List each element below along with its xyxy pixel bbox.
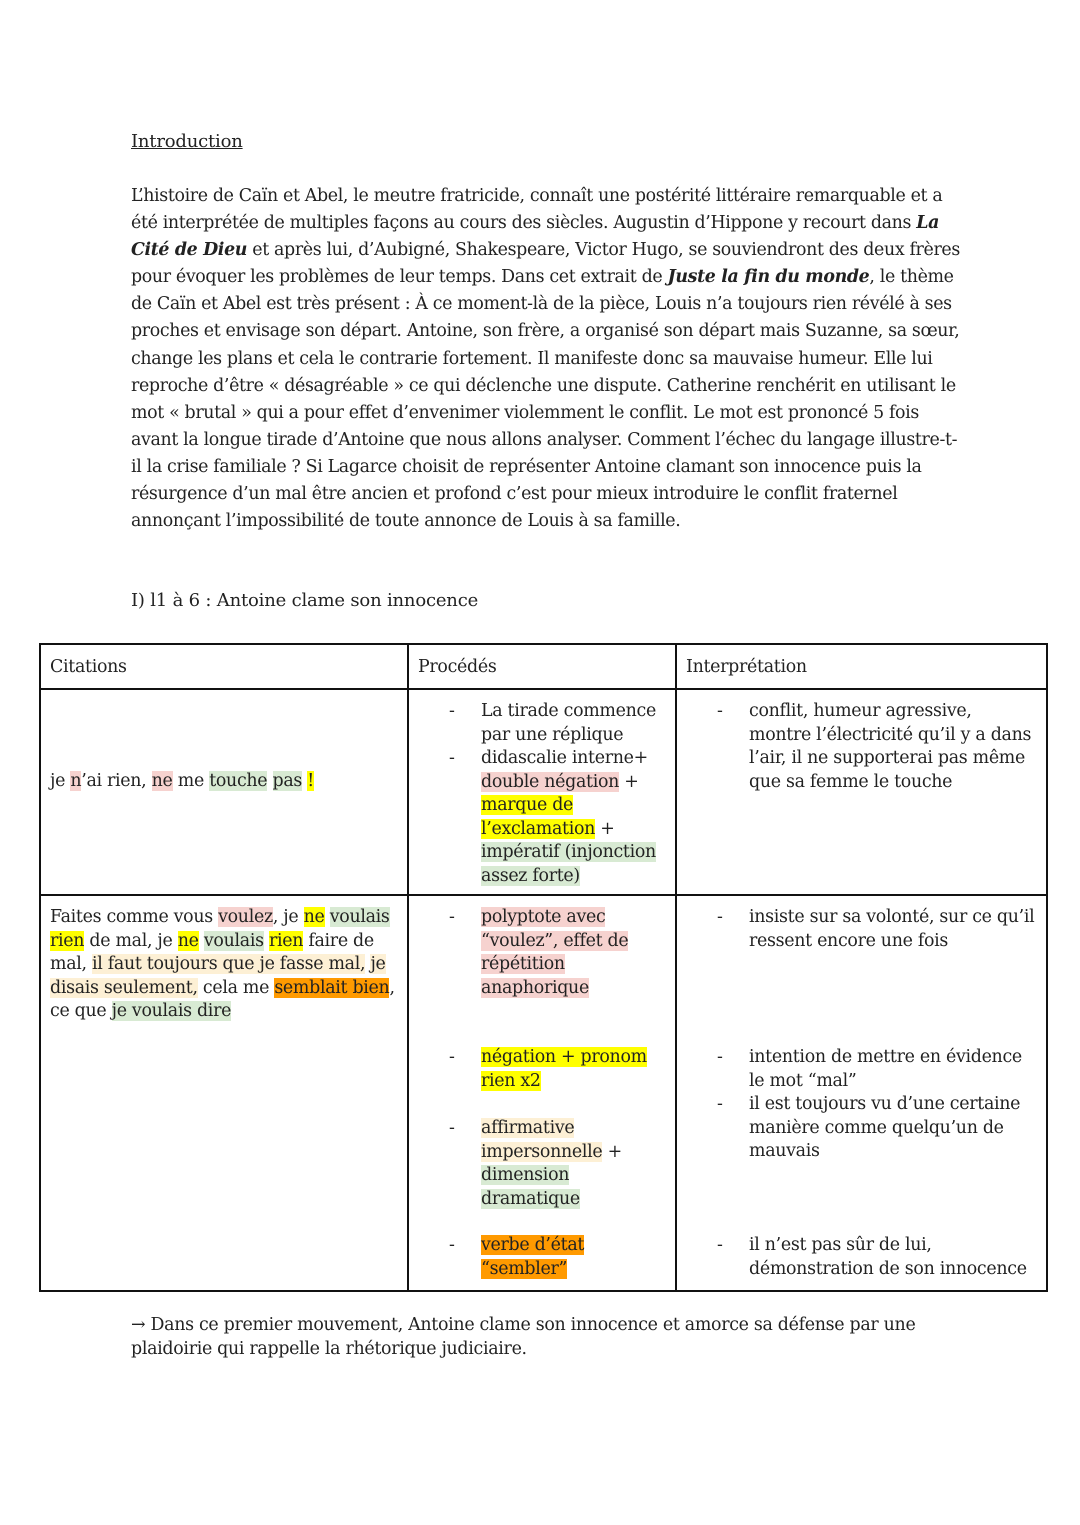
list-item: - La tirade commence par une réplique — [409, 700, 665, 747]
row2-interp-innocence — [677, 1234, 1038, 1281]
intro-text-3: , le thème de Caïn et Abel est très présent : À ce moment-là de la pièce, Louis n’a toujours rien révélé à ses proches et envisage son départ. Antoine, son frère, a organisé son départ mais Suzanne, sa sœur, change les plans et cela le contrarie fortement. Il manifeste donc sa mauvaise humeur. Elle lui reproche d’être « désagréable » ce qui déclenche une dispute. Catherine renchérit en utilisant le mot « brutal » qui a pour effet d’envenimer violemment le conflit. Le mot est prononcé 5 fois avant la longue tirade d’Antoine que nous allons analyser. Comment l’échec du langage illustre-t-il la crise familiale ? Si Lagarce choisit de représenter Antoine clamant son innocence puis la résurgence d’un mal être ancien et profond c’est pour mieux introduire le conflit fraternel annonçant l’impossibilité de toute annonce de Louis à sa famille. — [131, 267, 960, 532]
list-item: - affirmative impersonnelle + dimension dramatique — [409, 1117, 665, 1211]
list-item: - il n’est pas sûr de lui, démonstration de son innocence — [677, 1234, 1038, 1281]
row2-interp-mal — [677, 1046, 1038, 1164]
intro-text-1: L’histoire de Caïn et Abel, le meutre fratricide, connaît une postérité littéraire remarquable et a été interprétée de multiples façons au cours des siècles. Augustin d’Hippone y recourt dans — [131, 186, 943, 234]
header-procedes: Procédés — [408, 644, 676, 689]
row2-interp-volonte — [677, 906, 1038, 953]
list-item: - négation + pronom rien x2 — [409, 1046, 665, 1093]
table-header-row — [40, 644, 1047, 689]
row2-proc-negation — [409, 1046, 665, 1093]
list-item: - insiste sur sa volonté, sur ce qu’il ressent encore une fois — [677, 906, 1038, 953]
row1-procedes-list — [409, 690, 675, 888]
book-title-juste-la-fin-du-monde: Juste la fin du monde — [667, 267, 870, 288]
row1-quote: je n’ai rien, ne me touche pas ! — [50, 771, 314, 791]
list-item: - polyptote avec “voulez”, effet de répétition anaphorique — [409, 906, 665, 1000]
conclusion-text: → Dans ce premier mouvement, Antoine clame son innocence et amorce sa défense par une plaidoirie qui rappelle la rhétorique judiciaire. — [131, 1315, 916, 1359]
table-row — [40, 689, 1047, 895]
book-title-cite-de-dieu: La Cité de Dieu — [131, 213, 940, 261]
section-heading: I) l1 à 6 : Antoine clame son innocence — [131, 590, 479, 611]
intro-paragraph — [131, 183, 961, 535]
analysis-table — [39, 643, 1048, 1292]
row2-proc-polyptote — [409, 906, 665, 1000]
header-interpretation: Interprétation — [676, 644, 1047, 689]
list-item: - didascalie interne+ double négation + marque de l’exclamation + impératif (injonction assez forte) — [409, 747, 665, 888]
row2-interpretation-cell — [676, 895, 1047, 1291]
list-item: - verbe d’état “sembler” — [409, 1234, 665, 1281]
list-item: - intention de mettre en évidence le mot “mal” — [677, 1046, 1038, 1093]
row1-interpretation-list — [677, 690, 1046, 794]
row2-proc-verbe-etat — [409, 1234, 665, 1281]
row1-citation-cell — [40, 689, 408, 895]
row2-citation-cell — [40, 895, 408, 1291]
intro-text-2: et après lui, d’Aubigné, Shakespeare, Victor Hugo, se souviendront des deux frères pour évoquer les problèmes de leur temps. Dans cet extrait de — [131, 240, 960, 288]
list-item: - il est toujours vu d’une certaine manière comme quelqu’un de mauvais — [677, 1093, 1038, 1164]
row1-interpretation-cell — [676, 689, 1047, 895]
table-row — [40, 895, 1047, 1291]
row2-quote: Faites comme vous voulez, je ne voulais rien de mal, je ne voulais rien faire de mal, il faut toujours que je fasse mal, je disais seulement, cela me semblait bien, ce que je voulais dire — [50, 907, 395, 1021]
list-item: - conflit, humeur agressive, montre l’électricité qu’il y a dans l’air, il ne supporterai pas même que sa femme le touche — [677, 700, 1038, 794]
row2-proc-affirmative — [409, 1117, 665, 1211]
intro-heading: Introduction — [131, 131, 243, 152]
row1-procedes-cell — [408, 689, 676, 895]
row2-procedes-cell — [408, 895, 676, 1291]
header-citations: Citations — [40, 644, 408, 689]
